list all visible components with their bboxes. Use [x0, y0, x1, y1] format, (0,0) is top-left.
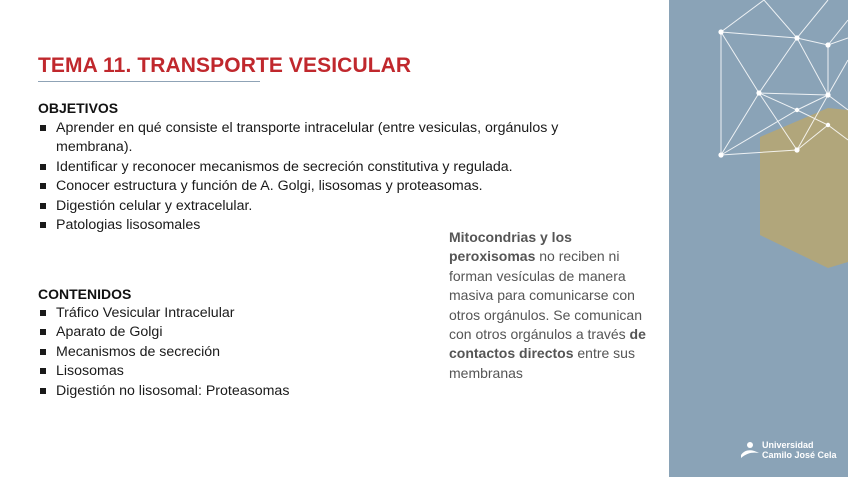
bullet-square-icon: [40, 183, 46, 189]
objetivos-heading: OBJETIVOS: [38, 100, 119, 116]
bullet-square-icon: [40, 203, 46, 209]
bullet-square-icon: [40, 368, 46, 374]
logo-line1: Universidad: [762, 440, 814, 450]
title-underline: [38, 81, 260, 82]
list-item: Lisosomas: [38, 362, 598, 381]
bullet-square-icon: [40, 349, 46, 355]
list-item: Conocer estructura y función de A. Golgi, lisosomas y proteasomas.: [38, 177, 598, 196]
ucjc-mark-icon: [740, 440, 760, 460]
bullet-square-icon: [40, 329, 46, 335]
bullet-square-icon: [40, 388, 46, 394]
side-note: Mitocondrias y los peroxisomas no reciben ni forman vesículas de manera masiva para comunicarse con otros orgánulos. Se comunican con otros orgánulos a través de contactos directos entre sus membranas: [449, 229, 646, 381]
list-item: Digestión celular y extracelular.: [38, 197, 598, 216]
bullet-square-icon: [40, 125, 46, 131]
objetivos-list: [38, 119, 598, 235]
list-item: Digestión no lisosomal: Proteasomas: [38, 382, 598, 401]
list-item: Mecanismos de secreción: [38, 343, 598, 362]
gold-hexagon: [760, 108, 848, 268]
bullet-square-icon: [40, 222, 46, 228]
list-item: Patologias lisosomales: [38, 216, 598, 235]
university-logo: [740, 438, 840, 462]
list-item: Aprender en qué consiste el transporte intracelular (entre vesiculas, orgánulos y membrana).: [38, 119, 598, 158]
list-item: Aparato de Golgi: [38, 323, 598, 342]
network-hexagon-graphic: [669, 0, 848, 477]
list-item: Identificar y reconocer mecanismos de secreción constitutiva y regulada.: [38, 158, 598, 177]
decorative-side-panel: [669, 0, 848, 477]
bullet-square-icon: [40, 164, 46, 170]
slide-title: TEMA 11. TRANSPORTE VESICULAR: [38, 54, 412, 77]
bullet-square-icon: [40, 310, 46, 316]
list-item: Tráfico Vesicular Intracelular: [38, 304, 598, 323]
logo-line2: Camilo José Cela: [762, 450, 837, 460]
contenidos-heading: CONTENIDOS: [38, 286, 132, 302]
